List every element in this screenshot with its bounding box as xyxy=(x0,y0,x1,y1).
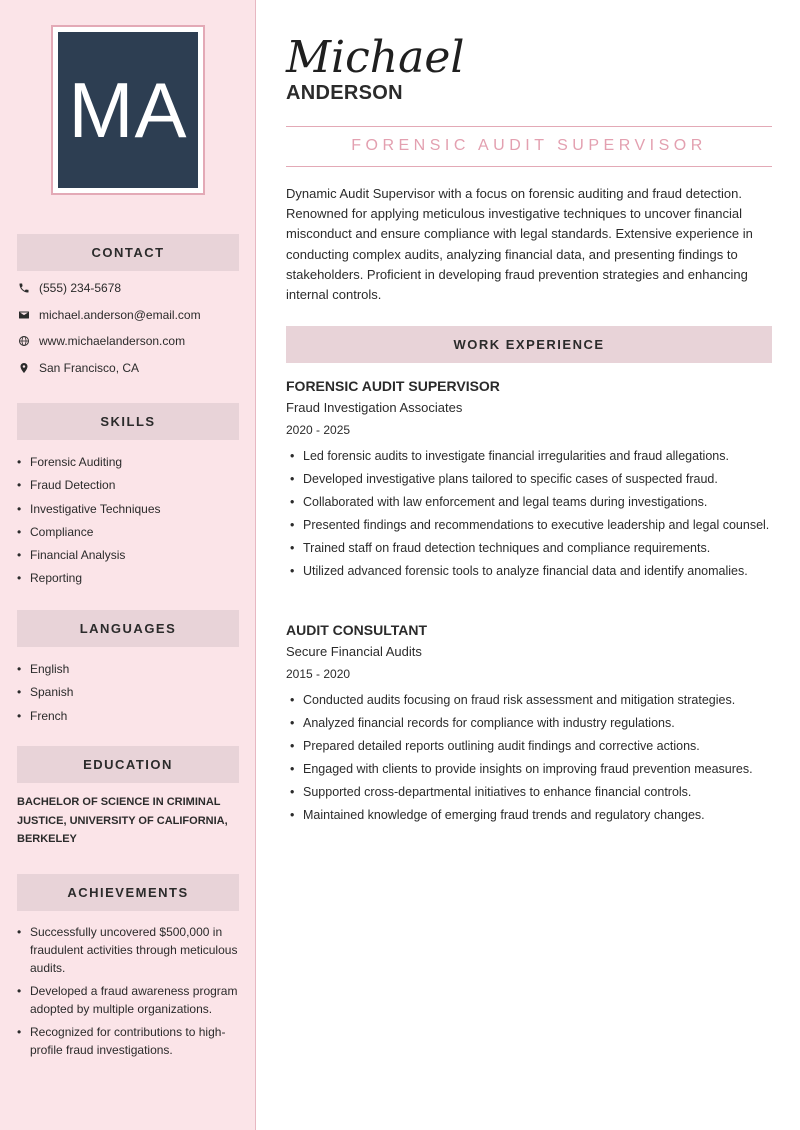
job-bullet: • Maintained knowledge of emerging fraud trends and regulatory changes. xyxy=(286,806,772,826)
contact-location xyxy=(17,358,139,378)
job-bullet: • Engaged with clients to provide insights on improving fraud prevention measures. xyxy=(286,760,772,780)
language-item: • English xyxy=(17,660,239,683)
job-bullet: • Collaborated with law enforcement and legal teams during investigations. xyxy=(286,493,772,513)
job-bullet: • Led forensic audits to investigate financial irregularities and fraud allegations. xyxy=(286,447,772,467)
education-degree: BACHELOR OF SCIENCE IN CRIMINAL JUSTICE, UNIVERSITY OF CALIFORNIA, BERKELEY xyxy=(17,796,228,845)
job-bullet: • Trained staff on fraud detection techniques and compliance requirements. xyxy=(286,539,772,559)
sidebar xyxy=(0,0,256,1130)
first-name: Michael xyxy=(286,32,465,83)
languages-heading: LANGUAGES xyxy=(17,610,239,647)
contact-heading: CONTACT xyxy=(17,234,239,271)
contact-email[interactable] xyxy=(17,305,201,325)
job-bullet: • Supported cross-departmental initiatives to enhance financial controls. xyxy=(286,783,772,803)
languages-list xyxy=(17,660,239,730)
job-bullet: • Developed investigative plans tailored to specific cases of suspected fraud. xyxy=(286,470,772,490)
achievements-heading: ACHIEVEMENTS xyxy=(17,874,239,911)
achievements-list xyxy=(17,923,239,1064)
job-role: AUDIT CONSULTANT xyxy=(286,622,428,638)
contact-phone[interactable] xyxy=(17,278,121,298)
job-dates: 2015 - 2020 xyxy=(286,667,351,681)
skill-item: • Compliance xyxy=(17,523,239,546)
job-bullet: • Utilized advanced forensic tools to analyze financial data and identify anomalies. xyxy=(286,562,772,582)
last-name: ANDERSON xyxy=(286,82,403,104)
job-bullet: • Presented findings and recommendations to executive leadership and legal counsel. xyxy=(286,516,772,536)
contact-website[interactable] xyxy=(17,331,185,351)
email-icon xyxy=(17,308,31,322)
job-bullet: • Analyzed financial records for compliance with industry regulations. xyxy=(286,714,772,734)
achievement-item: • Successfully uncovered $500,000 in fraudulent activities through meticulous audits. xyxy=(17,923,239,977)
job-bullets xyxy=(286,447,772,582)
website-text: www.michaelanderson.com xyxy=(39,334,186,348)
achievement-item: • Developed a fraud awareness program adopted by multiple organizations. xyxy=(17,982,239,1018)
phone-icon xyxy=(17,281,31,295)
summary: Dynamic Audit Supervisor with a focus on forensic auditing and fraud detection. Renowned for applying meticulous investigative techniques to uncover financial misconduct and ensure compliance with legal standards. Extensive experience in conducting complex audits, analyzing financial data, and presenting findings to stakeholders. Proficient in developing fraud prevention strategies and enhancing internal controls. xyxy=(286,186,753,303)
skills-list xyxy=(17,453,239,593)
monogram-frame xyxy=(51,25,205,195)
title-rule-bottom xyxy=(286,166,772,167)
language-item: • French xyxy=(17,707,239,730)
job-title: FORENSIC AUDIT SUPERVISOR xyxy=(351,137,707,154)
job-bullets xyxy=(286,691,772,826)
skills-heading: SKILLS xyxy=(17,403,239,440)
achievement-item: • Recognized for contributions to high-profile fraud investigations. xyxy=(17,1023,239,1059)
job-entry xyxy=(286,378,772,586)
location-text: San Francisco, CA xyxy=(39,361,140,375)
job-company: Secure Financial Audits xyxy=(286,644,422,659)
title-rule-top xyxy=(286,126,772,127)
email-text: michael.anderson@email.com xyxy=(39,308,201,322)
job-role: FORENSIC AUDIT SUPERVISOR xyxy=(286,378,500,394)
job-bullet: • Conducted audits focusing on fraud risk assessment and mitigation strategies. xyxy=(286,691,772,711)
phone-text: (555) 234-5678 xyxy=(39,281,122,295)
globe-icon xyxy=(17,334,31,348)
location-pin-icon xyxy=(17,361,31,375)
work-experience-heading: WORK EXPERIENCE xyxy=(286,326,772,363)
language-item: • Spanish xyxy=(17,683,239,706)
skill-item: • Investigative Techniques xyxy=(17,500,239,523)
job-company: Fraud Investigation Associates xyxy=(286,400,463,415)
skill-item: • Forensic Auditing xyxy=(17,453,239,476)
job-entry xyxy=(286,622,772,830)
skill-item: • Fraud Detection xyxy=(17,476,239,499)
education-heading: EDUCATION xyxy=(17,746,239,783)
job-dates: 2020 - 2025 xyxy=(286,423,351,437)
skill-item: • Reporting xyxy=(17,569,239,592)
job-bullet: • Prepared detailed reports outlining audit findings and corrective actions. xyxy=(286,737,772,757)
skill-item: • Financial Analysis xyxy=(17,546,239,569)
monogram: MA xyxy=(58,32,198,188)
